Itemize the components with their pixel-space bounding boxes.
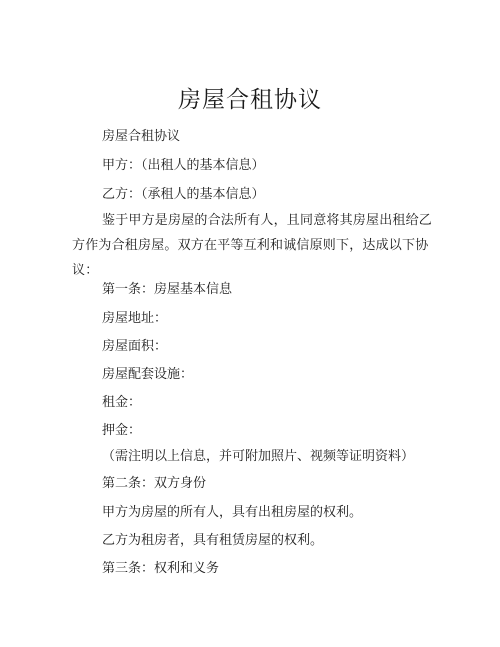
article2-heading: 第二条：双方身份 [102,476,207,491]
intro-text: 鉴于甲方是房屋的合法所有人，且同意将其房屋出租给乙方作为合租房屋。双方在平等互利和诚信原则下，达成以下协议： [72,213,433,278]
party-a-line: 甲方：（出租人的基本信息） [102,158,265,173]
document-title: 房屋合租协议 [178,87,322,113]
article2-item-party-a: 甲方为房屋的所有人，具有出租房屋的权利。 [102,505,363,520]
article1-item-rent: 租金： [102,395,142,410]
party-b-line: 乙方：（承租人的基本信息） [102,187,265,202]
article1-item-area: 房屋面积： [102,339,168,354]
article1-heading: 第一条：房屋基本信息 [102,282,233,297]
article3-heading: 第三条：权利和义务 [102,561,220,576]
article1-item-facilities: 房屋配套设施： [102,367,194,382]
article2-item-party-b: 乙方为租房者，具有租赁房屋的权利。 [102,533,324,548]
article1-note: （需注明以上信息，并可附加照片、视频等证明资料） [102,449,415,464]
doc-line-title-repeat: 房屋合租协议 [102,129,181,144]
article1-item-deposit: 押金： [102,423,142,438]
intro-paragraph [72,208,444,283]
article1-item-address: 房屋地址： [102,311,168,326]
